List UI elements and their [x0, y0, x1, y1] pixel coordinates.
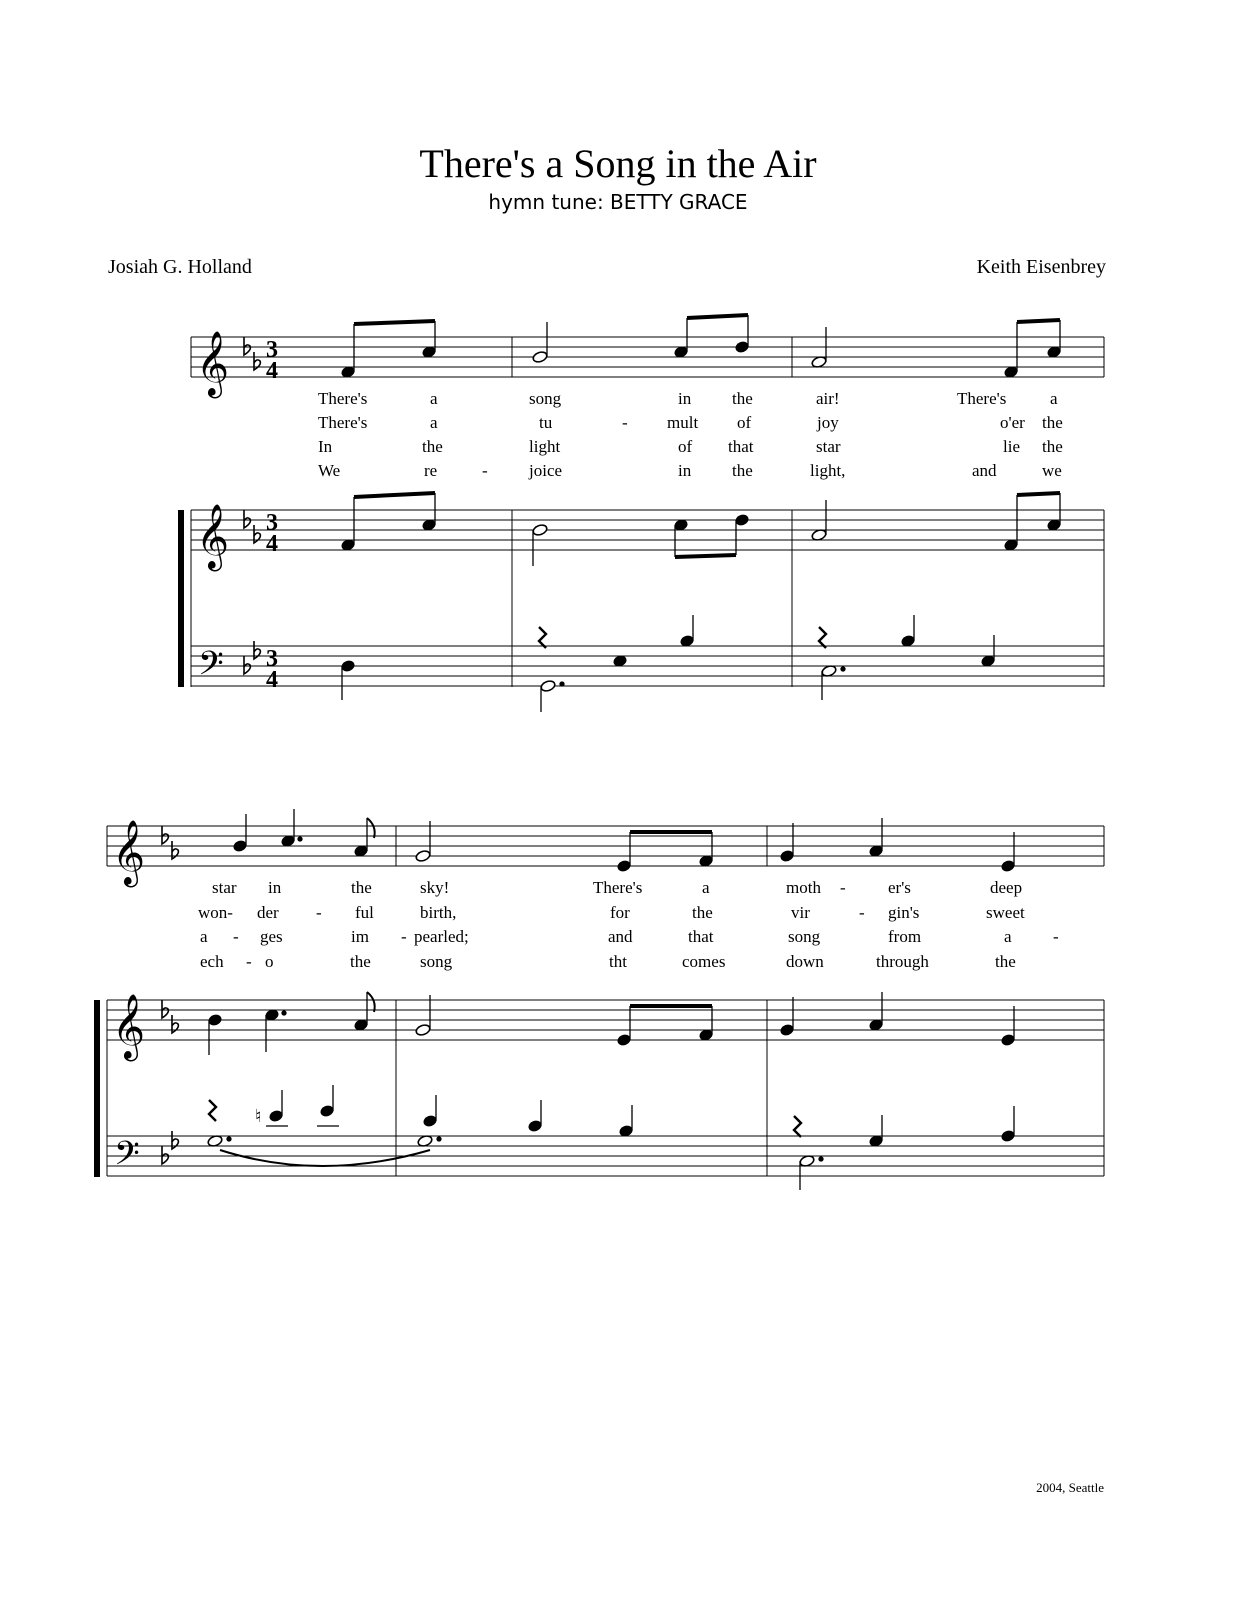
- page-title: There's a Song in the Air: [419, 141, 817, 186]
- note: [901, 635, 915, 648]
- note: [233, 840, 247, 853]
- lyric-syllable: sweet: [986, 903, 1025, 922]
- dot: [841, 667, 845, 671]
- lyrics-1-verse-3: [318, 437, 1063, 456]
- bass-clef-icon: 𝄢: [198, 645, 224, 691]
- lyric-syllable: the: [732, 389, 753, 408]
- note: [1047, 519, 1061, 532]
- lyric-syllable: -: [246, 952, 252, 971]
- lyric-syllable: gin's: [888, 903, 920, 922]
- note: [208, 1014, 222, 1027]
- lyric-syllable: through: [876, 952, 929, 971]
- lyric-syllable: a: [430, 413, 438, 432]
- lyric-syllable: down: [786, 952, 824, 971]
- lyric-syllable: a: [430, 389, 438, 408]
- lyric-syllable: and: [608, 927, 633, 946]
- note: [1004, 539, 1018, 552]
- time-signature-bottom: 4: [266, 667, 278, 693]
- piano-treble-staff-1: [191, 510, 1104, 687]
- piano-bass-staff-2: [107, 1136, 1104, 1176]
- lyric-syllable: in: [268, 878, 282, 897]
- lyricist: Josiah G. Holland: [108, 256, 252, 278]
- flat-icon: [244, 510, 250, 528]
- note: [422, 519, 436, 532]
- treble-clef-icon: 𝄞: [196, 504, 230, 569]
- note: [1001, 1034, 1015, 1047]
- lyrics-2-verse-4: [200, 952, 1016, 971]
- natural-icon: ♮: [255, 1106, 262, 1127]
- quarter-rest-icon: [819, 627, 826, 648]
- lyric-syllable: a: [1050, 389, 1058, 408]
- lyric-syllable: tu: [539, 413, 553, 432]
- flat-icon: [162, 1000, 168, 1018]
- note: [265, 1009, 279, 1022]
- hymn-tune-subtitle: hymn tune: BETTY GRACE: [488, 190, 748, 214]
- note: [540, 679, 556, 692]
- lyric-syllable: -: [1053, 927, 1059, 946]
- flat-icon: [162, 826, 168, 844]
- lyric-syllable: the: [422, 437, 443, 456]
- flat-icon: [162, 1146, 168, 1164]
- lyric-syllable: light: [529, 437, 561, 456]
- lyric-syllable: of: [737, 413, 752, 432]
- lyric-syllable: mult: [667, 413, 699, 432]
- treble-clef-icon: 𝄞: [112, 994, 146, 1059]
- quarter-rest-icon: [539, 627, 546, 648]
- note: [354, 1019, 368, 1032]
- note: [674, 519, 688, 532]
- note: [320, 1105, 334, 1118]
- time-signature-top: 3: [266, 337, 278, 363]
- lyrics-1-verse-2: [318, 413, 1063, 432]
- dot: [560, 682, 564, 686]
- note: [532, 523, 548, 536]
- treble-clef-icon: 𝄞: [196, 331, 230, 396]
- lyric-syllable: a: [200, 927, 208, 946]
- lyric-syllable: sky!: [420, 878, 450, 897]
- note: [341, 366, 355, 379]
- flat-icon: [244, 656, 250, 674]
- note: [532, 350, 548, 363]
- melody-staff-1: [191, 337, 1104, 377]
- lyric-syllable: the: [732, 461, 753, 480]
- time-signature-bottom: 4: [266, 358, 278, 384]
- piano-treble-staff-2: [107, 1000, 1104, 1176]
- lyric-syllable: -: [859, 903, 865, 922]
- note: [674, 346, 688, 359]
- system-brace: [94, 1000, 100, 1177]
- lyric-syllable: from: [888, 927, 922, 946]
- dot: [819, 1157, 823, 1161]
- note: [1001, 1130, 1015, 1143]
- note: [613, 655, 627, 668]
- note: [617, 1034, 631, 1047]
- note: [981, 655, 995, 668]
- lyric-syllable: der: [257, 903, 279, 922]
- lyric-syllable: light,: [810, 461, 846, 480]
- note: [735, 514, 749, 527]
- flag: [367, 992, 375, 1012]
- lyric-syllable: lie: [1003, 437, 1020, 456]
- bass-clef-icon: 𝄢: [114, 1135, 140, 1181]
- piano-bass-notes-1: [341, 615, 995, 712]
- note: [617, 860, 631, 873]
- dot: [227, 1137, 231, 1141]
- note: [619, 1125, 633, 1138]
- note: [1047, 346, 1061, 359]
- lyric-syllable: moth: [786, 878, 821, 897]
- note: [699, 1029, 713, 1042]
- time-signature-bottom: 4: [266, 531, 278, 557]
- note: [281, 835, 295, 848]
- note: [423, 1115, 437, 1128]
- lyric-syllable: im: [351, 927, 369, 946]
- lyric-syllable: There's: [593, 878, 643, 897]
- lyric-syllable: -: [840, 878, 846, 897]
- lyric-syllable: deep: [990, 878, 1023, 897]
- lyric-syllable: the: [1042, 437, 1063, 456]
- note: [869, 1135, 883, 1148]
- lyric-syllable: -: [401, 927, 407, 946]
- lyrics-2-verse-1: [212, 878, 1022, 897]
- dot: [298, 837, 302, 841]
- lyric-syllable: tht: [609, 952, 627, 971]
- lyric-syllable: in: [678, 389, 692, 408]
- dot: [282, 1011, 286, 1015]
- lyric-syllable: -: [316, 903, 322, 922]
- lyric-syllable: for: [610, 903, 630, 922]
- dot: [437, 1137, 441, 1141]
- lyric-syllable: of: [678, 437, 693, 456]
- lyric-syllable: and: [972, 461, 997, 480]
- lyric-syllable: song: [788, 927, 821, 946]
- note: [1001, 860, 1015, 873]
- note: [869, 845, 883, 858]
- note: [1004, 366, 1018, 379]
- lyric-syllable: There's: [318, 389, 368, 408]
- note: [415, 1023, 431, 1036]
- melody-staff-2: [107, 826, 1104, 866]
- note: [780, 850, 794, 863]
- lyric-syllable: the: [692, 903, 713, 922]
- lyric-syllable: the: [995, 952, 1016, 971]
- piano-bass-staff-1: [191, 646, 1104, 686]
- time-signature-top: 3: [266, 646, 278, 672]
- quarter-rest-icon: [209, 1100, 216, 1121]
- lyric-syllable: vir: [791, 903, 810, 922]
- lyric-syllable: the: [350, 952, 371, 971]
- time-signature-top: 3: [266, 510, 278, 536]
- note: [528, 1120, 542, 1133]
- lyric-syllable: we: [1042, 461, 1062, 480]
- note: [735, 341, 749, 354]
- composer: Keith Eisenbrey: [976, 256, 1106, 278]
- lyric-syllable: There's: [957, 389, 1007, 408]
- lyric-syllable: joy: [817, 413, 839, 432]
- note: [415, 849, 431, 862]
- lyrics-2-verse-2: [198, 903, 1025, 922]
- lyric-syllable: star: [212, 878, 237, 897]
- lyric-syllable: In: [318, 437, 333, 456]
- lyric-syllable: o'er: [1000, 413, 1025, 432]
- note: [699, 855, 713, 868]
- flat-icon: [244, 337, 250, 355]
- note: [869, 1019, 883, 1032]
- lyric-syllable: a: [702, 878, 710, 897]
- lyric-syllable: pearled;: [414, 927, 469, 946]
- quarter-rest-icon: [794, 1116, 801, 1137]
- piano-bass-notes-2: [207, 1085, 1015, 1190]
- lyric-syllable: -: [233, 927, 239, 946]
- lyric-syllable: a: [1004, 927, 1012, 946]
- lyric-syllable: ech: [200, 952, 224, 971]
- lyric-syllable: o: [265, 952, 274, 971]
- note: [341, 539, 355, 552]
- lyric-syllable: -: [622, 413, 628, 432]
- lyric-syllable: There's: [318, 413, 368, 432]
- system-brace: [178, 510, 184, 687]
- lyric-syllable: joice: [529, 461, 563, 480]
- lyrics-1-verse-4: [318, 461, 1062, 480]
- system-1: [178, 315, 1104, 712]
- lyric-syllable: the: [1042, 413, 1063, 432]
- lyric-syllable: won-: [198, 903, 233, 922]
- lyric-syllable: er's: [888, 878, 911, 897]
- lyric-syllable: in: [678, 461, 692, 480]
- note: [422, 346, 436, 359]
- lyric-syllable: comes: [682, 952, 726, 971]
- piano-treble-notes-2: [208, 992, 1015, 1055]
- lyric-syllable: -: [482, 461, 488, 480]
- lyric-syllable: the: [351, 878, 372, 897]
- melody-notes-2: [233, 809, 1015, 872]
- lyrics-2-verse-3: [200, 927, 1059, 946]
- lyric-syllable: We: [318, 461, 341, 480]
- flag: [367, 818, 375, 838]
- lyric-syllable: birth,: [420, 903, 457, 922]
- lyric-syllable: song: [529, 389, 562, 408]
- note: [354, 845, 368, 858]
- lyrics-1-verse-1: [318, 389, 1058, 408]
- note: [680, 635, 694, 648]
- treble-clef-icon: 𝄞: [112, 820, 146, 885]
- lyric-syllable: air!: [816, 389, 840, 408]
- lyric-syllable: star: [816, 437, 841, 456]
- lyric-syllable: ges: [260, 927, 283, 946]
- note: [269, 1110, 283, 1123]
- note: [341, 660, 355, 673]
- lyric-syllable: ful: [355, 903, 374, 922]
- lyric-syllable: that: [688, 927, 714, 946]
- lyric-syllable: song: [420, 952, 453, 971]
- lyric-syllable: that: [728, 437, 754, 456]
- note: [780, 1024, 794, 1037]
- date-location: 2004, Seattle: [1036, 1480, 1104, 1495]
- system-2: [94, 809, 1104, 1190]
- lyric-syllable: re: [424, 461, 438, 480]
- tie: [220, 1150, 430, 1166]
